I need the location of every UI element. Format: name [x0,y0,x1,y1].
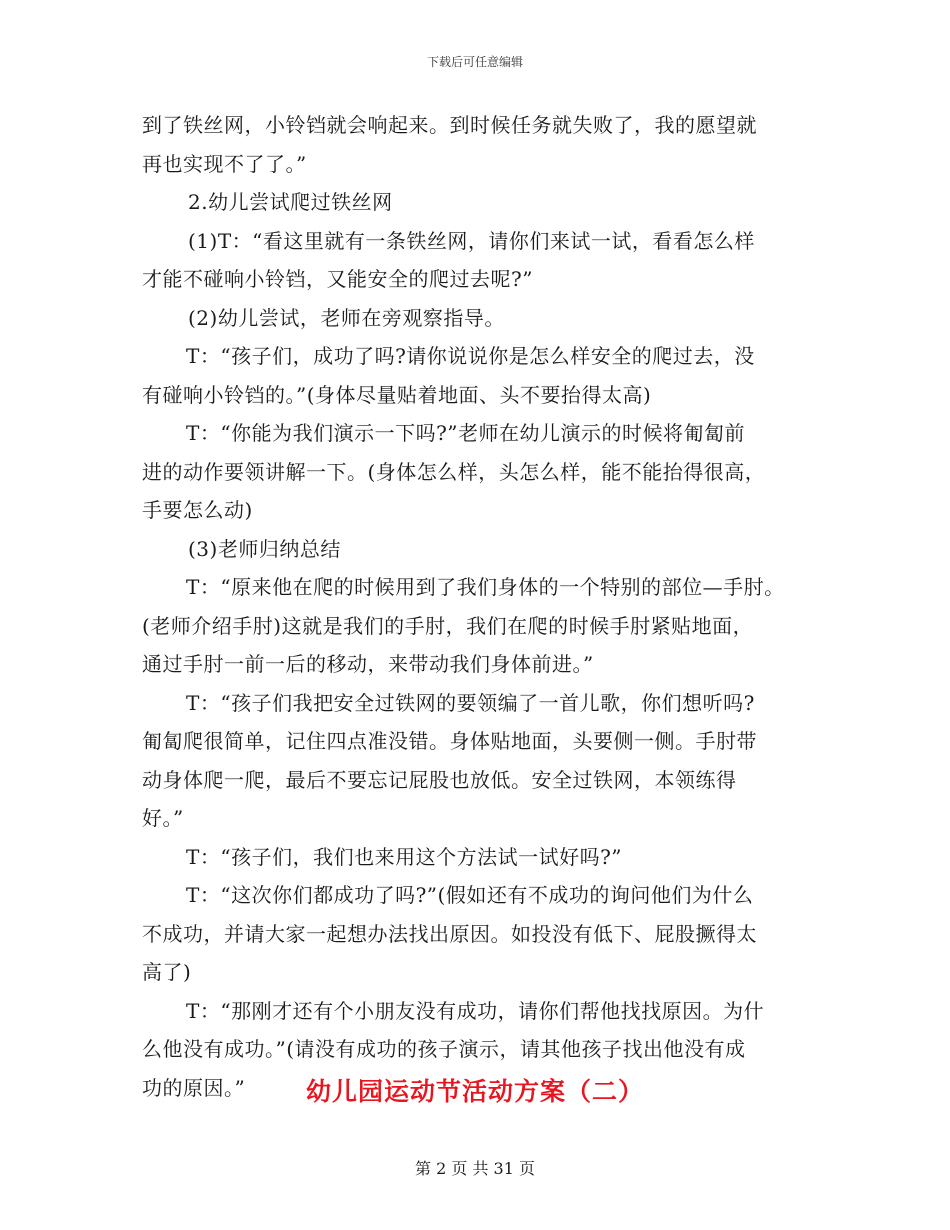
text-line: (老师介绍手肘)这就是我们的手肘，我们在爬的时候手肘紧贴地面， [142,613,754,638]
subheading-summary: (3)老师归纳总结 [188,536,341,561]
text-line: 才能不碰响小铃铛，又能安全的爬过去呢?” [142,267,533,291]
page-number: 第 2 页 共 31 页 [415,1159,535,1178]
text-line: 手要怎么动) [142,498,253,522]
text-line: T：“你能为我们演示一下吗?”老师在幼儿演示的时候将匍匐前 [186,421,746,445]
text-line: (2)幼儿尝试，老师在旁观察指导。 [188,305,505,330]
text-line: 功的原因。” [142,1075,246,1100]
text-line: T：“孩子们，我们也来用这个方法试一试好吗?” [186,844,623,869]
text-line: 高了) [142,960,192,984]
document-body [142,106,822,1107]
text-line: 匍匐爬很简单，记住四点准没错。身体贴地面，头要侧一侧。手肘带 [142,729,757,753]
text-line: 好。” [142,806,184,830]
text-line: 么他没有成功。”(请没有成功的孩子演示，请其他孩子找出他没有成 [142,1037,746,1061]
text-line: (1)T：“看这里就有一条铁丝网，请你们来试一试，看看怎么样 [188,228,755,253]
page-header-note: 下载后可任意编辑 [426,55,523,69]
text-line: T：“孩子们，成功了吗?请你说说你是怎么样安全的爬过去，没 [186,344,755,368]
text-line: T：“原来他在爬的时候用到了我们身体的一个特别的部位—手肘。 [186,575,785,599]
text-line: 不成功，并请大家一起想办法找出原因。如投没有低下、屁股撅得太 [142,921,757,946]
text-line: T：“这次你们都成功了吗?”(假如还有不成功的询问他们为什么 [186,883,754,907]
text-line: 通过手肘一前一后的移动，来带动我们身体前进。” [142,652,594,676]
text-line: T：“孩子们我把安全过铁网的要领编了一首儿歌，你们想听吗? [186,690,755,715]
text-line: 有碰响小铃铛的。”(身体尽量贴着地面、头不要抬得太高) [142,382,652,407]
section-title: 幼儿园运动节活动方案（二） [305,1077,644,1106]
subheading-step-2: 2.幼儿尝试爬过铁丝网 [188,190,393,214]
text-line: 动身体爬一爬，最后不要忘记屁股也放低。安全过铁网，本领练得 [142,767,737,792]
text-line: 到了铁丝网，小铃铛就会响起来。到时候任务就失败了，我的愿望就 [142,113,757,137]
text-line: T：“那刚才还有个小朋友没有成功，请你们帮他找找原因。为什 [186,998,765,1023]
text-line: 再也实现不了了。” [142,151,307,176]
text-line: 进的动作要领讲解一下。(身体怎么样，头怎么样，能不能抬得很高， [142,459,766,484]
